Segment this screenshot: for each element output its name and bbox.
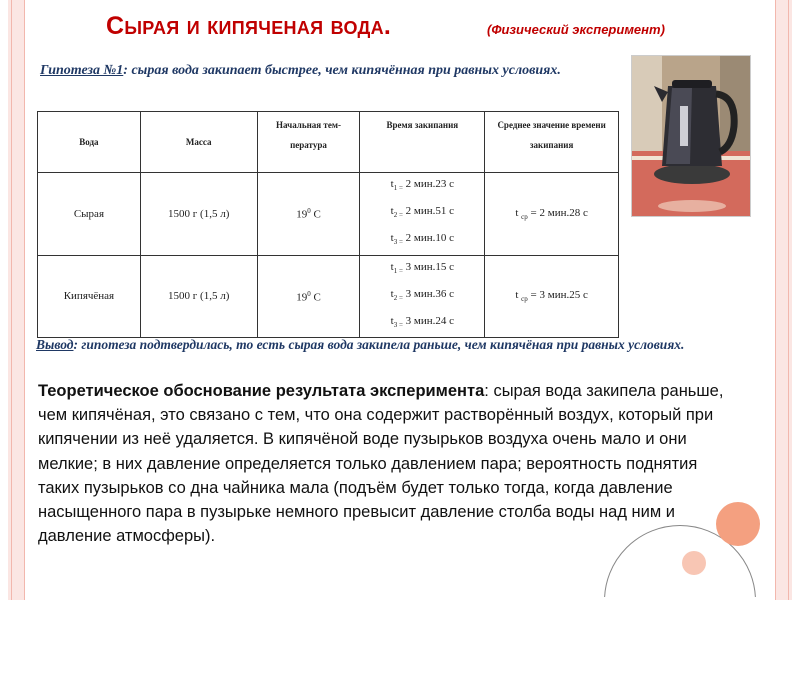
cell-water: Кипячёная — [38, 255, 141, 338]
hypothesis-label: Гипотеза №1 — [40, 63, 124, 78]
table-row — [38, 173, 619, 256]
cell-mass: 1500 г (1,5 л) — [140, 173, 257, 256]
experiment-table — [37, 111, 619, 338]
hypothesis-text: : сырая вода закипает быстрее, чем кипячённая при равных условиях. — [123, 63, 561, 78]
cell-average: t $_{ср}$ = 2 мин.28 с — [485, 173, 619, 256]
decorative-circle-large — [716, 502, 760, 546]
time-entry: $t_{3 =}$ 3 мин.24 с — [390, 314, 455, 330]
header-average: Среднее значение времени закипания — [485, 112, 619, 173]
right-border-decoration — [775, 0, 792, 600]
title-text: Сырая и кипяченая вода. — [106, 12, 392, 40]
slide-subtitle: (Физический эксперимент) — [487, 22, 665, 37]
table-header-row — [38, 112, 619, 173]
time-entry: $t_{3 =}$ 2 мин.10 с — [390, 232, 455, 247]
conclusion — [36, 336, 740, 354]
conclusion-label: Вывод — [36, 337, 74, 352]
theory-paragraph — [38, 379, 724, 548]
theory-text: : сырая вода закипела раньше, чем кипячёная, это связано с тем, что она содержит растворённый воздух, который при кипячении из неё удаляется. В кипячёной воде пузырьков воздуха очень мало и они мелкие; в них давление определяется только давлением пара; вероятность поднятия таких пузырьков со дна чайника мала (подъём будет только тогда, когда давление насыщенного пара в пузырьке немного превысит давление столба воды над ним и давление атмосферы). — [38, 382, 724, 546]
cell-temp: $19^0$ С — [257, 173, 360, 256]
hypothesis — [26, 62, 616, 80]
decorative-circle-small — [682, 551, 706, 575]
header-boil-time: Время закипания — [360, 112, 485, 173]
cell-mass: 1500 г (1,5 л) — [140, 255, 257, 338]
cell-average: t $_{ср}$ = 3 мин.25 с — [485, 255, 619, 338]
slide-title — [106, 12, 391, 41]
left-border-decoration — [8, 0, 25, 600]
header-water: Вода — [38, 112, 141, 173]
time-entry: $t_{2 =}$ 2 мин.51 с — [390, 205, 455, 220]
cell-boil-times — [360, 255, 485, 338]
time-entry: $t_{2 =}$ 3 мин.36 с — [390, 287, 455, 302]
time-entry: $t_{1 =}$ 2 мин.23 с — [390, 178, 455, 193]
decorative-ring — [604, 525, 756, 677]
kettle-photo — [631, 55, 751, 217]
cell-water: Сырая — [38, 173, 141, 256]
header-temp: Начальная тем-пература — [257, 112, 360, 173]
cell-boil-times — [360, 173, 485, 256]
conclusion-text: : гипотеза подтвердилась, то есть сырая вода закипела раньше, чем кипячёная при равных условиях. — [73, 337, 685, 352]
time-entry: $t_{1 =}$ 3 мин.15 с — [390, 260, 455, 275]
theory-heading: Теоретическое обоснование результата эксперимента — [38, 382, 485, 400]
header-mass: Масса — [140, 112, 257, 173]
table-row — [38, 255, 619, 338]
cell-temp: $19^0$ С — [257, 255, 360, 338]
